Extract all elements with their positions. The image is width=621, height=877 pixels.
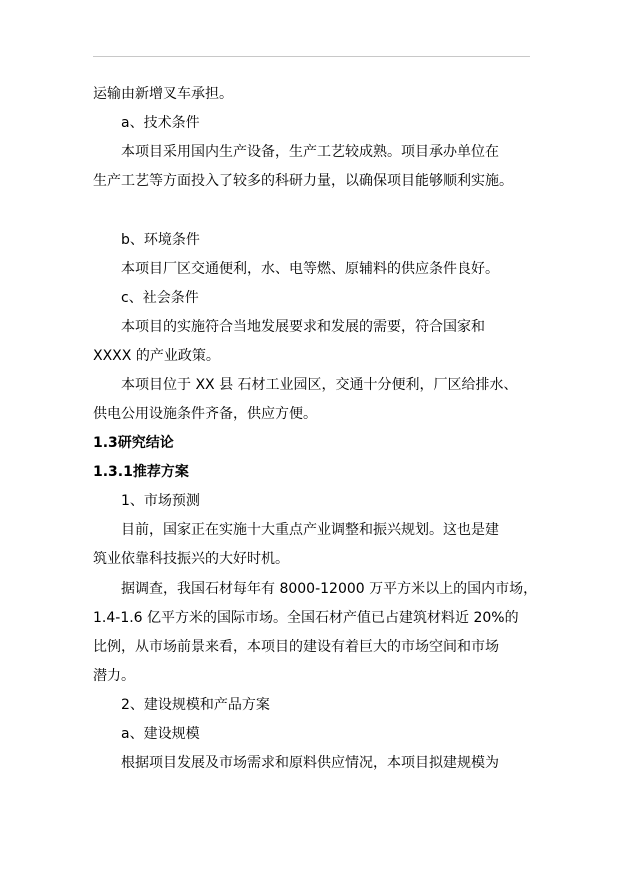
paragraph-line: 运输由新增叉车承担。 (93, 86, 233, 102)
paragraph-line: 本项目的实施符合当地发展要求和发展的需要，符合国家和 (121, 319, 485, 335)
header-rule (93, 56, 530, 57)
paragraph-line: 根据项目发展及市场需求和原料供应情况，本项目拟建规模为 (121, 755, 499, 771)
section-heading-recommended-plan: 1.3.1推荐方案 (93, 464, 189, 480)
paragraph-line: 比例，从市场前景来看，本项目的建设有着巨大的市场空间和市场 (93, 639, 499, 655)
subheading-environment-conditions: b、环境条件 (121, 232, 200, 248)
paragraph-line: 生产工艺等方面投入了较多的科研力量，以确保项目能够顺利实施。 (93, 173, 513, 189)
subheading-market-forecast: 1、市场预测 (121, 493, 200, 509)
paragraph-line: XXXX 的产业政策。 (93, 348, 220, 364)
section-heading-conclusion: 1.3研究结论 (93, 435, 174, 451)
paragraph-line: 1.4-1.6 亿平方米的国际市场。全国石材产值已占建筑材料近 20%的 (93, 610, 519, 626)
paragraph-line: 潜力。 (93, 668, 135, 684)
paragraph-line: 据调查，我国石材每年有 8000-12000 万平方米以上的国内市场， (121, 581, 538, 597)
paragraph-line: 本项目厂区交通便利，水、电等燃、原辅料的供应条件良好。 (121, 261, 499, 277)
paragraph-line: 本项目位于 XX 县 石材工业园区，交通十分便利，厂区给排水、 (121, 377, 518, 393)
paragraph-line: 筑业依靠科技振兴的大好时机。 (93, 551, 289, 567)
paragraph-line: 供电公用设施条件齐备，供应方便。 (93, 406, 317, 422)
subheading-technical-conditions: a、技术条件 (121, 115, 200, 131)
paragraph-line: 目前，国家正在实施十大重点产业调整和振兴规划。这也是建 (121, 522, 499, 538)
subheading-scale-and-products: 2、建设规模和产品方案 (121, 697, 270, 713)
subheading-social-conditions: c、社会条件 (121, 290, 199, 306)
subheading-construction-scale: a、建设规模 (121, 726, 200, 742)
paragraph-line: 本项目采用国内生产设备，生产工艺较成熟。项目承办单位在 (121, 144, 499, 160)
